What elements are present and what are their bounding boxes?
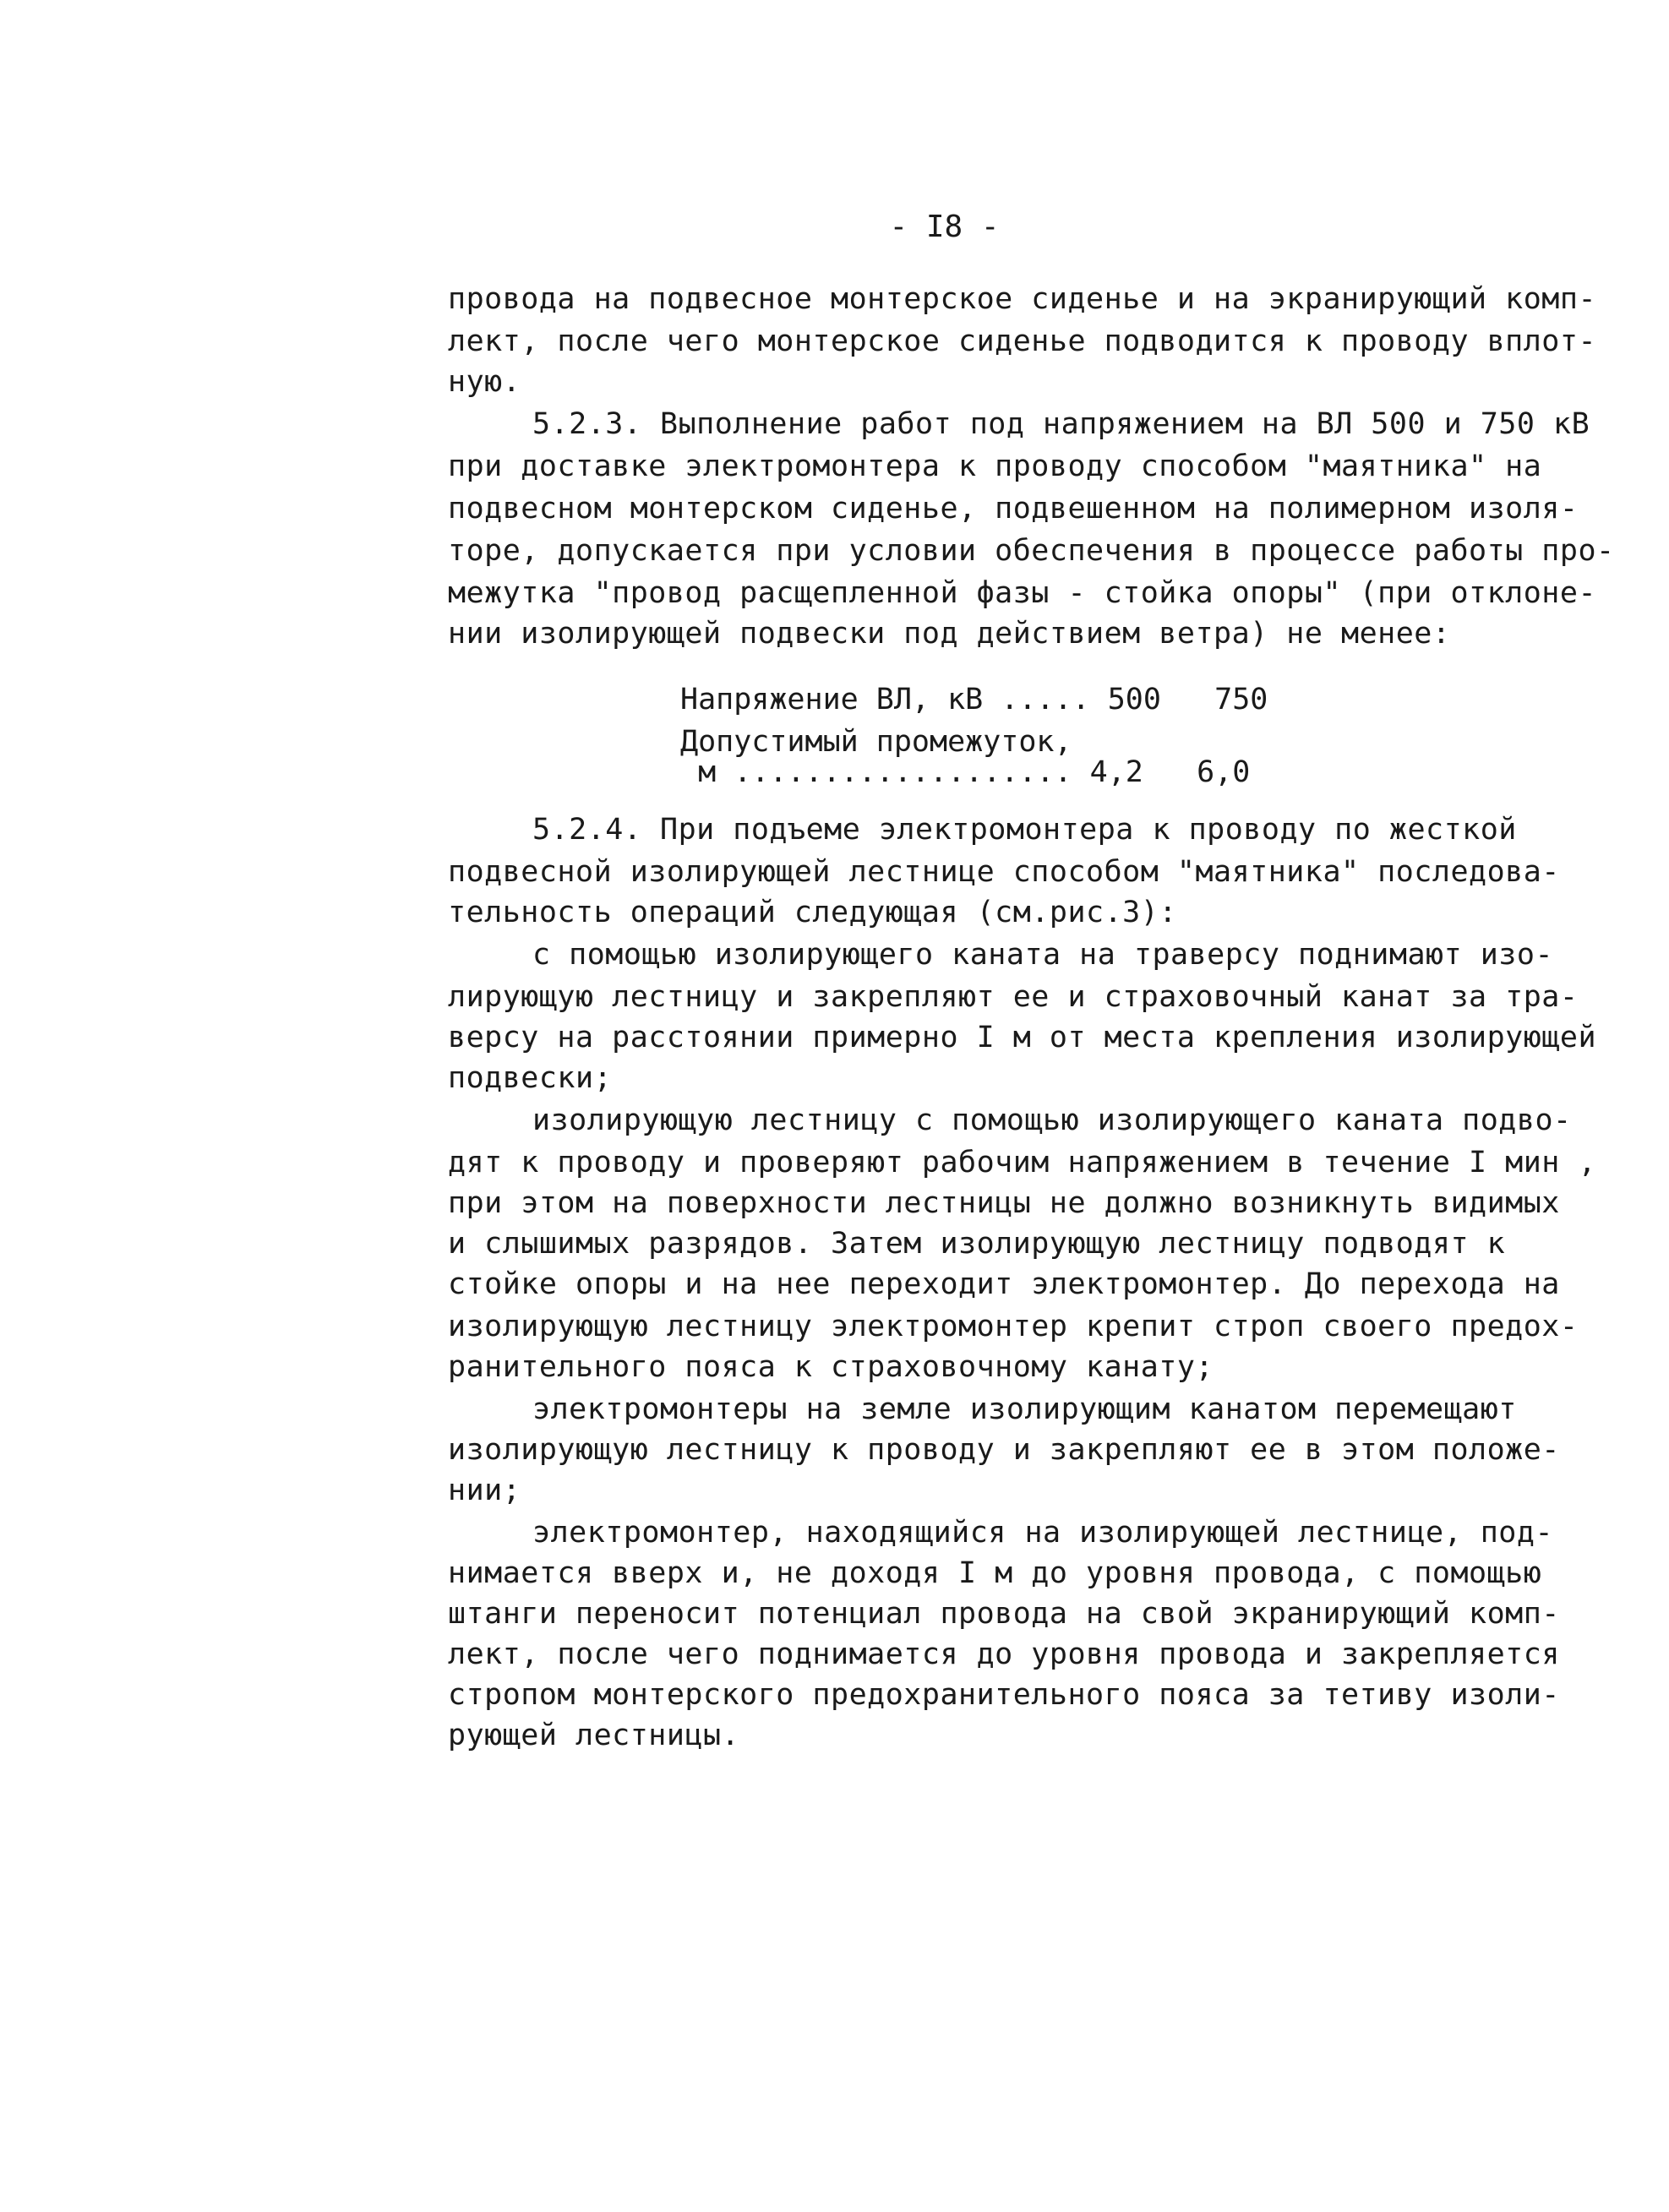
page-number: - I8 - <box>889 210 1000 244</box>
text-line: при доставке электромонтера к проводу способом "маятника" на <box>448 449 1542 483</box>
text-line: нии изолирующей подвески под действием ветра) не менее: <box>448 617 1451 651</box>
text-line: тельность операций следующая (см.рис.3): <box>448 896 1177 929</box>
text-line: изолирующую лестницу электромонтер крепит строп своего предох- <box>448 1310 1579 1343</box>
text-line: торе, допускается при условии обеспечения в процессе работы про- <box>448 534 1615 568</box>
text-line: и слышимых разрядов. Затем изолирующую лестницу подводят к <box>448 1227 1506 1261</box>
text-line: рующей лестницы. <box>448 1719 740 1752</box>
text-line: подвесном монтерском сиденье, подвешенном на полимерном изоля- <box>448 492 1579 526</box>
text-line: стропом монтерского предохранительного пояса за тетиву изоли- <box>448 1678 1560 1712</box>
text-line: ранительного пояса к страховочному канату; <box>448 1350 1214 1384</box>
list-item-start: электромонтеры на земле изолирующим канатом перемещают <box>532 1392 1517 1426</box>
text-line: стойке опоры и на нее переходит электромонтер. До перехода на <box>448 1267 1560 1301</box>
text-line: при этом на поверхности лестницы не должно возникнуть видимых <box>448 1186 1560 1220</box>
text-line: межутка "провод расщепленной фазы - стойка опоры" (при отклоне- <box>448 576 1597 610</box>
spec-gap-label: Допустимый промежуток, <box>680 725 1072 759</box>
paragraph-5-2-4-start: 5.2.4. При подъеме электромонтера к проводу по жесткой <box>532 813 1517 847</box>
list-item-start: с помощью изолирующего каната на траверсу поднимают изо- <box>532 938 1554 972</box>
list-item-start: изолирующую лестницу с помощью изолирующего каната подво- <box>532 1103 1572 1137</box>
text-line: дят к проводу и проверяют рабочим напряжением в течение I мин , <box>448 1146 1597 1180</box>
list-item-start: электромонтер, находящийся на изолирующей лестнице, под- <box>532 1516 1554 1550</box>
text-line: подвесной изолирующей лестнице способом "маятника" последова- <box>448 855 1560 889</box>
text-line: лект, после чего монтерское сиденье подводится к проводу вплот- <box>448 324 1597 358</box>
text-line: нимается вверх и, не доходя I м до уровня провода, с помощью <box>448 1556 1542 1590</box>
text-line: лект, после чего поднимается до уровня провода и закрепляется <box>448 1637 1560 1671</box>
text-line: версу на расстоянии примерно I м от места крепления изолирующей <box>448 1021 1597 1054</box>
spec-voltage-row: Напряжение ВЛ, кВ ..... 500 750 <box>680 683 1268 716</box>
text-line: нии; <box>448 1474 521 1507</box>
text-line: штанги переносит потенциал провода на свой экранирующий комп- <box>448 1597 1560 1631</box>
text-line: изолирующую лестницу к проводу и закрепляют ее в этом положе- <box>448 1433 1560 1467</box>
text-line: лирующую лестницу и закрепляют ее и страховочный канат за тра- <box>448 980 1579 1014</box>
spec-gap-row: м ................... 4,2 6,0 <box>680 755 1251 789</box>
text-line: ную. <box>448 365 521 399</box>
text-line: подвески; <box>448 1061 613 1095</box>
paragraph-5-2-3-start: 5.2.3. Выполнение работ под напряжением на ВЛ 500 и 750 кВ <box>532 407 1590 441</box>
text-line: провода на подвесное монтерское сиденье и на экранирующий комп- <box>448 282 1597 316</box>
